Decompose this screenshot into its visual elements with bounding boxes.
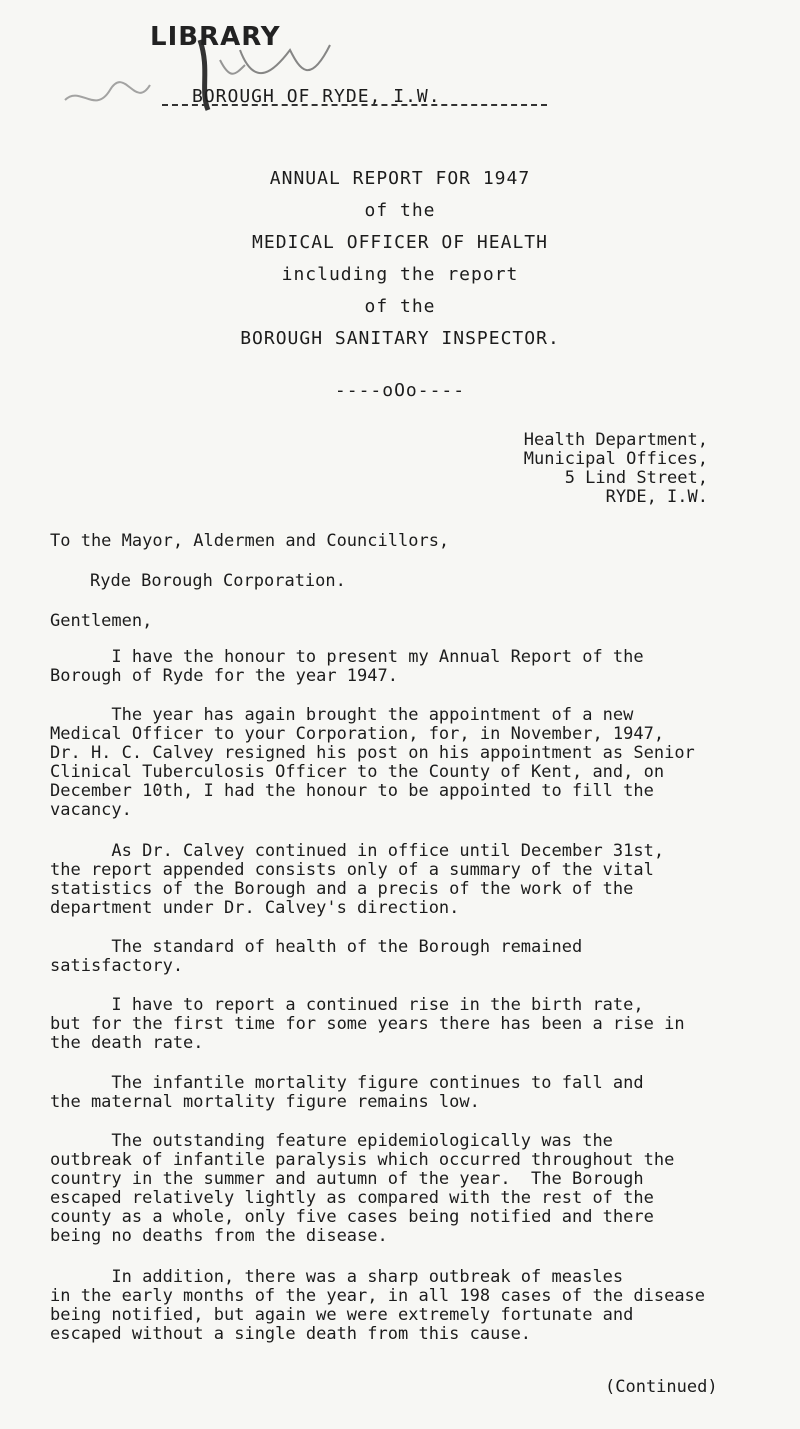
text-line: Clinical Tuberculosis Officer to the County of Kent, and, on — [50, 762, 665, 782]
text-line: being no deaths from the disease. — [50, 1226, 388, 1246]
text-line: in the early months of the year, in all 198 cases of the disease — [50, 1286, 706, 1306]
text-line: country in the summer and autumn of the year. The Borough — [50, 1169, 644, 1189]
text-line: but for the first time for some years there has been a rise in — [50, 1014, 685, 1034]
paragraph-summary — [50, 842, 770, 918]
continued-note: (Continued) — [605, 1377, 718, 1397]
text-line: the death rate. — [50, 1033, 204, 1053]
salutation-greeting: Gentlemen, — [50, 611, 153, 631]
report-title-inspector: BOROUGH SANITARY INSPECTOR. — [240, 328, 560, 349]
report-title-including: including the report — [281, 264, 519, 285]
separator: ----oOo---- — [334, 380, 466, 401]
paragraph-intro — [50, 648, 770, 686]
salutation-to: To the Mayor, Aldermen and Councillors, — [50, 531, 450, 551]
report-title-officer: MEDICAL OFFICER OF HEALTH — [252, 232, 548, 253]
text-line: The year has again brought the appointment of a new — [50, 705, 634, 725]
text-line: I have the honour to present my Annual Report of the — [50, 647, 644, 667]
text-line: department under Dr. Calvey's direction. — [50, 898, 460, 918]
text-line: the maternal mortality figure remains low. — [50, 1092, 480, 1112]
text-line: satisfactory. — [50, 956, 184, 976]
text-line: statistics of the Borough and a precis of the work of the — [50, 879, 634, 899]
borough-title: BOROUGH OF RYDE, I.W. — [192, 86, 441, 107]
report-title-of-2: of the — [364, 296, 436, 317]
text-line: escaped without a single death from this cause. — [50, 1324, 532, 1344]
text-line: Medical Officer to your Corporation, for, in November, 1947, — [50, 724, 665, 744]
text-line: The standard of health of the Borough remained — [50, 937, 583, 957]
text-line: vacancy. — [50, 800, 132, 820]
text-line: county as a whole, only five cases being notified and there — [50, 1207, 654, 1227]
text-line: December 10th, I had the honour to be appointed to fill the — [50, 781, 654, 801]
paragraph-standard — [50, 938, 770, 976]
paragraph-birth-rate — [50, 996, 770, 1053]
text-line: Dr. H. C. Calvey resigned his post on his appointment as Senior — [50, 743, 695, 763]
text-line: escaped relatively lightly as compared with the rest of the — [50, 1188, 654, 1208]
text-line: the report appended consists only of a summary of the vital — [50, 860, 654, 880]
title-underline — [162, 104, 547, 106]
report-title-of: of the — [364, 200, 436, 221]
paragraph-mortality — [50, 1074, 770, 1112]
paragraph-measles — [50, 1268, 770, 1344]
text-line: being notified, but again we were extremely fortunate and — [50, 1305, 634, 1325]
salutation-org: Ryde Borough Corporation. — [90, 571, 346, 591]
text-line: The outstanding feature epidemiologically was the — [50, 1131, 613, 1151]
address-line: Municipal Offices, — [523, 449, 708, 469]
text-line: I have to report a continued rise in the birth rate, — [50, 995, 644, 1015]
text-line: outbreak of infantile paralysis which occurred throughout the — [50, 1150, 675, 1170]
address-line: 5 Lind Street, — [564, 468, 708, 488]
library-stamp: LIBRARY — [150, 22, 281, 52]
address-line: RYDE, I.W. — [605, 487, 708, 507]
text-line: As Dr. Calvey continued in office until December 31st, — [50, 841, 665, 861]
text-line: In addition, there was a sharp outbreak of measles — [50, 1267, 624, 1287]
report-title: ANNUAL REPORT FOR 1947 — [269, 168, 531, 189]
text-line: The infantile mortality figure continues to fall and — [50, 1073, 644, 1093]
paragraph-appointment — [50, 706, 770, 820]
text-line: Borough of Ryde for the year 1947. — [50, 666, 398, 686]
address-line: Health Department, — [523, 430, 708, 450]
paragraph-epidemiology — [50, 1132, 770, 1246]
